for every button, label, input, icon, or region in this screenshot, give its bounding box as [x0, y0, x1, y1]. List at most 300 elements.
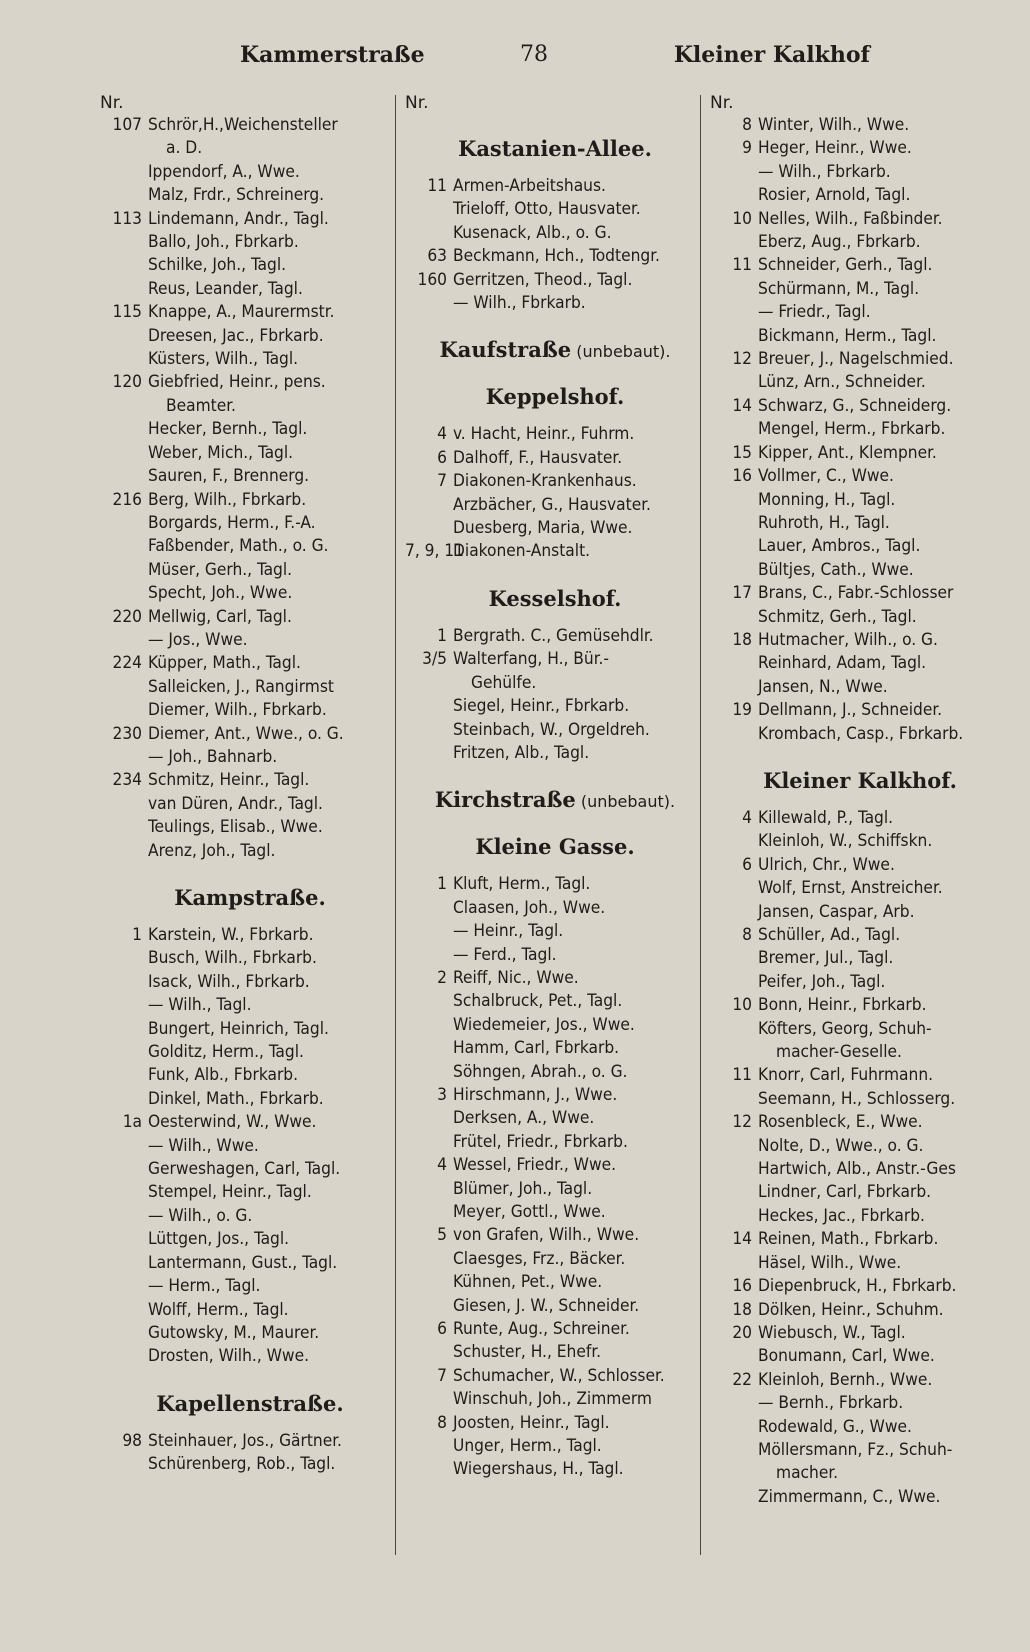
resident-text: Knappe, A., Maurermstr. [148, 302, 335, 323]
resident-text: Arenz, Joh., Tagl. [148, 840, 276, 861]
resident-text: Seemann, H., Schlosserg. [758, 1088, 956, 1109]
street-name: Kleiner Kalkhof. [763, 767, 957, 793]
directory-entry [100, 1181, 400, 1204]
directory-entry [710, 924, 1010, 947]
directory-entry [100, 652, 400, 675]
street-name: Keppelshof. [485, 384, 625, 410]
resident-text: Wiebusch, W., Tagl. [758, 1322, 906, 1343]
directory-entry [100, 254, 400, 277]
house-number: 7 [437, 471, 447, 492]
directory-entry [710, 325, 1010, 348]
house-number: 224 [112, 653, 142, 674]
resident-text: Steinhauer, Jos., Gärtner. [148, 1430, 342, 1451]
resident-text: Kluft, Herm., Tagl. [453, 874, 591, 895]
resident-text: — Bernh., Fbrkarb. [758, 1393, 904, 1414]
resident-text: Kusenack, Alb., o. G. [453, 222, 612, 243]
directory-entry [710, 254, 1010, 277]
directory-entry [710, 830, 1010, 853]
house-number: 120 [112, 372, 142, 393]
directory-entry [710, 231, 1010, 254]
resident-text: Faßbender, Math., o. G. [148, 536, 329, 557]
house-number: 11 [732, 1065, 752, 1086]
resident-text: Peifer, Joh., Tagl. [758, 971, 886, 992]
directory-entry [710, 278, 1010, 301]
directory-entry [100, 994, 400, 1017]
resident-text: Monning, H., Tagl. [758, 489, 896, 510]
resident-text: a. D. [166, 138, 203, 159]
directory-entry [710, 535, 1010, 558]
resident-text: Busch, Wilh., Fbrkarb. [148, 948, 317, 969]
resident-text: Wiedemeier, Jos., Wwe. [453, 1014, 635, 1035]
directory-entry [100, 1111, 400, 1134]
house-number: 16 [732, 1276, 752, 1297]
directory-entry [405, 423, 705, 446]
directory-entry [100, 676, 400, 699]
resident-text: Diakonen-Anstalt. [453, 541, 591, 562]
directory-entry [100, 746, 400, 769]
directory-entry [710, 971, 1010, 994]
resident-text: macher. [776, 1463, 839, 1484]
resident-text: van Düren, Andr., Tagl. [148, 793, 323, 814]
house-number: 230 [112, 723, 142, 744]
house-number: 113 [112, 208, 142, 229]
resident-text: Schumacher, W., Schlosser. [453, 1365, 665, 1386]
directory-entry [405, 1014, 705, 1037]
directory-entry [405, 269, 705, 292]
directory-entry [710, 512, 1010, 535]
house-number: 22 [732, 1369, 752, 1390]
directory-entry [710, 301, 1010, 324]
directory-entry [710, 582, 1010, 605]
directory-entry [100, 1088, 400, 1111]
directory-entry [100, 606, 400, 629]
house-number: 4 [437, 424, 447, 445]
resident-text: Mengel, Herm., Fbrkarb. [758, 419, 946, 440]
house-number: 14 [732, 1229, 752, 1250]
resident-text: Rosier, Arnold, Tagl. [758, 185, 911, 206]
resident-text: Giebfried, Heinr., pens. [148, 372, 326, 393]
resident-text: Stempel, Heinr., Tagl. [148, 1182, 312, 1203]
resident-text: Reinen, Math., Fbrkarb. [758, 1229, 939, 1250]
directory-entry [405, 967, 705, 990]
resident-text: Karstein, W., Fbrkarb. [148, 925, 314, 945]
resident-text: Rodewald, G., Wwe. [758, 1416, 912, 1437]
resident-text: Lindemann, Andr., Tagl. [148, 208, 329, 229]
resident-text: — Wilh., Fbrkarb. [453, 293, 586, 314]
directory-entry [100, 1018, 400, 1041]
resident-text: Zimmermann, C., Wwe. [758, 1486, 941, 1507]
resident-text: Schrör,H.,Weichensteller [148, 115, 338, 135]
directory-entry [405, 897, 705, 920]
house-number: 3 [437, 1084, 447, 1105]
resident-text: Bickmann, Herm., Tagl. [758, 325, 937, 346]
directory-entry [405, 222, 705, 245]
resident-text: Sauren, F., Brennerg. [148, 466, 310, 487]
house-number: 10 [732, 995, 752, 1016]
directory-entry [100, 465, 400, 488]
resident-text: Häsel, Wilh., Wwe. [758, 1252, 902, 1273]
house-number: 7, 9, 11 [405, 541, 464, 562]
directory-entry [710, 1252, 1010, 1275]
directory-entry [100, 1430, 400, 1453]
resident-text: Rosenbleck, E., Wwe. [758, 1112, 923, 1133]
directory-entry [405, 1248, 705, 1271]
resident-text: Borgards, Herm., F.-A. [148, 512, 316, 533]
resident-text: Wiegershaus, H., Tagl. [453, 1459, 624, 1480]
directory-entry [405, 695, 705, 718]
directory-entry [710, 877, 1010, 900]
directory-entry [710, 371, 1010, 394]
resident-text: Kleinloh, W., Schiffskn. [758, 831, 933, 852]
resident-text: Bonn, Heinr., Fbrkarb. [758, 995, 927, 1016]
resident-text: Funk, Alb., Fbrkarb. [148, 1065, 299, 1086]
directory-entry [405, 1295, 705, 1318]
directory-entry [710, 723, 1010, 746]
directory-entry [710, 1158, 1010, 1181]
resident-text: Hutmacher, Wilh., o. G. [758, 629, 938, 650]
directory-entry [100, 559, 400, 582]
directory-entry [100, 1228, 400, 1251]
street-heading [100, 885, 400, 910]
directory-entry [710, 137, 1010, 160]
resident-text: Breuer, J., Nagelschmied. [758, 349, 954, 370]
directory-entry [100, 418, 400, 441]
resident-text: Jansen, N., Wwe. [758, 676, 888, 697]
street-heading [405, 834, 705, 859]
directory-entry [710, 161, 1010, 184]
resident-text: Isack, Wilh., Fbrkarb. [148, 971, 310, 992]
house-number: 10 [732, 208, 752, 229]
resident-text: Dalhoff, F., Hausvater. [453, 447, 623, 468]
directory-entry [710, 1322, 1010, 1345]
house-number: 8 [742, 115, 752, 135]
directory-entry [100, 161, 400, 184]
resident-text: Duesberg, Maria, Wwe. [453, 518, 633, 539]
directory-entry [405, 1201, 705, 1224]
directory-entry [405, 1412, 705, 1435]
directory-entry [405, 245, 705, 268]
directory-entry [405, 198, 705, 221]
directory-entry [405, 944, 705, 967]
directory-entry [710, 1299, 1010, 1322]
resident-text: Walterfang, H., Bür.- [453, 649, 609, 670]
directory-entry [100, 840, 400, 863]
house-number: 234 [112, 770, 142, 791]
resident-text: Runte, Aug., Schreiner. [453, 1319, 630, 1340]
directory-entry [710, 1135, 1010, 1158]
directory-entry [710, 114, 1010, 137]
resident-text: Beamter. [166, 395, 236, 416]
directory-entry [405, 625, 705, 648]
directory-entry [405, 873, 705, 896]
directory-entry [405, 1458, 705, 1481]
directory-entry [710, 184, 1010, 207]
resident-text: Reus, Leander, Tagl. [148, 278, 303, 299]
house-number: 12 [732, 1112, 752, 1133]
resident-text: Schürenberg, Rob., Tagl. [148, 1454, 336, 1475]
resident-text: Winter, Wilh., Wwe. [758, 115, 910, 135]
street-heading [405, 136, 705, 161]
resident-text: Beckmann, Hch., Todtengr. [453, 246, 660, 267]
resident-text: Reiff, Nic., Wwe. [453, 967, 579, 988]
page-header [0, 42, 1030, 78]
house-number: 1a [122, 1112, 142, 1133]
resident-text: Malz, Frdr., Schreinerg. [148, 185, 325, 206]
directory-entry [100, 793, 400, 816]
resident-text: Krombach, Casp., Fbrkarb. [758, 723, 964, 744]
resident-text: Fritzen, Alb., Tagl. [453, 742, 590, 763]
directory-entry [100, 348, 400, 371]
house-number: 220 [112, 606, 142, 627]
resident-text: — Heinr., Tagl. [453, 921, 564, 942]
resident-text: Steinbach, W., Orgeldreh. [453, 719, 650, 740]
directory-entry [100, 947, 400, 970]
directory-entry [710, 699, 1010, 722]
directory-entry [100, 1299, 400, 1322]
resident-text: — Ferd., Tagl. [453, 944, 557, 965]
street-heading [100, 1391, 400, 1416]
resident-text: Frütel, Friedr., Fbrkarb. [453, 1131, 628, 1152]
directory-entry [710, 442, 1010, 465]
resident-text: Joosten, Heinr., Tagl. [453, 1412, 610, 1433]
directory-entry [710, 807, 1010, 830]
street-note: (unbebaut). [571, 342, 671, 362]
resident-text: Reinhard, Adam, Tagl. [758, 653, 927, 674]
house-number: 4 [437, 1155, 447, 1176]
directory-entry [100, 1453, 400, 1476]
directory-entry [710, 652, 1010, 675]
resident-text: Berg, Wilh., Fbrkarb. [148, 489, 307, 510]
resident-text: Killewald, P., Tagl. [758, 807, 894, 828]
directory-entry [405, 1037, 705, 1060]
resident-text: Bonumann, Carl, Wwe. [758, 1346, 935, 1367]
resident-text: Heckes, Jac., Fbrkarb. [758, 1205, 925, 1226]
directory-entry [405, 1154, 705, 1177]
house-number: 11 [732, 255, 752, 276]
resident-text: Söhngen, Abrah., o. G. [453, 1061, 628, 1082]
house-number: 216 [112, 489, 142, 510]
directory-entry [710, 1205, 1010, 1228]
resident-text: Armen-Arbeitshaus. [453, 176, 606, 196]
house-number: 11 [427, 176, 447, 196]
resident-text: Gutowsky, M., Maurer. [148, 1322, 320, 1343]
directory-entry [710, 1345, 1010, 1368]
directory-entry [405, 1365, 705, 1388]
directory-entry [100, 1041, 400, 1064]
resident-text: Heger, Heinr., Wwe. [758, 138, 912, 159]
resident-text: Lantermann, Gust., Tagl. [148, 1252, 338, 1273]
directory-entry [100, 231, 400, 254]
street-name: Kirchstraße [434, 787, 576, 813]
house-number: 7 [437, 1365, 447, 1386]
resident-text: Kühnen, Pet., Wwe. [453, 1272, 603, 1293]
resident-text: Schilke, Joh., Tagl. [148, 255, 287, 276]
directory-entry [405, 1107, 705, 1130]
directory-entry [710, 1064, 1010, 1087]
directory-entry [710, 1392, 1010, 1415]
directory-entry [405, 719, 705, 742]
directory-entry [710, 418, 1010, 441]
resident-text: Müser, Gerh., Tagl. [148, 559, 293, 580]
resident-text: Winschuh, Joh., Zimmerm [453, 1389, 652, 1410]
resident-text: Köfters, Georg, Schuh- [758, 1018, 932, 1039]
directory-entry [405, 742, 705, 765]
resident-text: Diemer, Wilh., Fbrkarb. [148, 700, 327, 721]
resident-text: Jansen, Caspar, Arb. [758, 901, 915, 922]
directory-entry [405, 1271, 705, 1294]
directory-entry [100, 301, 400, 324]
house-number: 12 [732, 349, 752, 370]
directory-entry [710, 1439, 1010, 1462]
resident-text: Brans, C., Fabr.-Schlosser [758, 583, 954, 604]
directory-entry [100, 924, 400, 947]
directory-entry [405, 540, 705, 563]
resident-text: Hecker, Bernh., Tagl. [148, 419, 308, 440]
resident-text: Schmitz, Heinr., Tagl. [148, 770, 310, 791]
resident-text: Wessel, Friedr., Wwe. [453, 1155, 617, 1176]
directory-entry [100, 114, 400, 137]
house-number: 6 [437, 447, 447, 468]
directory-entry [100, 442, 400, 465]
street-heading [405, 586, 705, 611]
directory-entry [405, 292, 705, 315]
resident-text: Meyer, Gottl., Wwe. [453, 1202, 606, 1222]
directory-entry [100, 1158, 400, 1181]
directory-entry [710, 1228, 1010, 1251]
directory-entry [100, 1345, 400, 1368]
resident-text: Schwarz, G., Schneiderg. [758, 395, 952, 416]
directory-entry [710, 1462, 1010, 1485]
page-number: 78 [520, 42, 548, 67]
resident-text: Bergrath. C., Gemüsehdlr. [453, 625, 654, 646]
directory-entry [100, 512, 400, 535]
street-name: Kampstraße. [174, 885, 326, 910]
directory-entry [405, 990, 705, 1013]
directory-entry [405, 1318, 705, 1341]
directory-entry [710, 465, 1010, 488]
directory-entry [100, 816, 400, 839]
directory-entry [100, 769, 400, 792]
resident-text: macher-Geselle. [776, 1042, 902, 1063]
resident-text: Schalbruck, Pet., Tagl. [453, 991, 623, 1012]
directory-entry [710, 559, 1010, 582]
directory-entry [710, 1275, 1010, 1298]
directory-entry [710, 1111, 1010, 1134]
resident-text: Bültjes, Cath., Wwe. [758, 559, 914, 580]
house-number: 19 [732, 700, 752, 721]
directory-entry [100, 1252, 400, 1275]
resident-text: Bungert, Heinrich, Tagl. [148, 1018, 329, 1039]
house-number: 9 [742, 138, 752, 159]
nr-label: Nr. [710, 93, 734, 113]
resident-text: Golditz, Herm., Tagl. [148, 1042, 304, 1063]
directory-entry [100, 325, 400, 348]
resident-text: Teulings, Elisab., Wwe. [148, 817, 323, 838]
directory-entry [405, 517, 705, 540]
directory-entry [405, 1084, 705, 1107]
street-name: Kapellenstraße. [156, 1390, 344, 1416]
house-number: 4 [742, 807, 752, 828]
resident-text: Wolf, Ernst, Anstreicher. [758, 878, 943, 899]
directory-entry [710, 854, 1010, 877]
directory-entry [710, 395, 1010, 418]
directory-entry [100, 208, 400, 231]
resident-text: — Joh., Bahnarb. [148, 746, 278, 767]
directory-entry [405, 175, 705, 198]
house-number: 14 [732, 395, 752, 416]
street-heading [405, 337, 705, 362]
directory-entry [100, 535, 400, 558]
directory-entry [710, 348, 1010, 371]
resident-text: Vollmer, C., Wwe. [758, 466, 894, 487]
house-number: 1 [437, 874, 447, 895]
resident-text: Lünz, Arn., Schneider. [758, 372, 926, 393]
directory-entry [100, 971, 400, 994]
column-2 [405, 92, 705, 1482]
resident-text: Salleicken, J., Rangirmst [148, 676, 334, 697]
house-number: 6 [742, 854, 752, 875]
resident-text: — Wilh., Wwe. [148, 1135, 259, 1156]
resident-text: — Wilh., o. G. [148, 1205, 253, 1226]
resident-text: Knorr, Carl, Fuhrmann. [758, 1065, 934, 1086]
directory-entry [710, 1018, 1010, 1041]
directory-entry [100, 371, 400, 394]
directory-entry [100, 699, 400, 722]
nr-label: Nr. [100, 93, 124, 113]
resident-text: v. Hacht, Heinr., Fuhrm. [453, 424, 635, 445]
resident-text: Specht, Joh., Wwe. [148, 583, 293, 604]
directory-entry [405, 1178, 705, 1201]
resident-text: Dölken, Heinr., Schuhm. [758, 1299, 944, 1320]
house-number: 8 [437, 1412, 447, 1433]
column-1 [100, 92, 400, 1477]
resident-text: Ballo, Joh., Fbrkarb. [148, 232, 299, 253]
street-name: Kesselshof. [488, 585, 622, 611]
directory-entry [100, 1205, 400, 1228]
house-number: 18 [732, 629, 752, 650]
directory-entry [405, 672, 705, 695]
header-right-street: Kleiner Kalkhof [673, 42, 870, 68]
house-number: 115 [112, 302, 142, 323]
resident-text: Wolff, Herm., Tagl. [148, 1299, 289, 1320]
nr-label: Nr. [405, 93, 429, 113]
resident-text: Diakonen-Krankenhaus. [453, 471, 637, 492]
resident-text: Dreesen, Jac., Fbrkarb. [148, 325, 324, 346]
resident-text: Schürmann, M., Tagl. [758, 278, 920, 299]
directory-entry [100, 278, 400, 301]
directory-entry [710, 901, 1010, 924]
house-number: 3/5 [422, 649, 447, 670]
directory-entry [405, 1435, 705, 1458]
directory-entry [710, 629, 1010, 652]
directory-entry [405, 470, 705, 493]
resident-text: Diepenbruck, H., Fbrkarb. [758, 1276, 957, 1297]
house-number: 18 [732, 1299, 752, 1320]
house-number: 6 [437, 1319, 447, 1340]
resident-text: Dinkel, Math., Fbrkarb. [148, 1088, 324, 1109]
directory-entry [405, 447, 705, 470]
resident-text: Lüttgen, Jos., Tagl. [148, 1229, 290, 1250]
directory-entry [100, 1275, 400, 1298]
resident-text: Eberz, Aug., Fbrkarb. [758, 232, 921, 253]
directory-entry [710, 1041, 1010, 1064]
resident-text: Kipper, Ant., Klempner. [758, 442, 937, 463]
resident-text: Siegel, Heinr., Fbrkarb. [453, 696, 630, 717]
house-number: 16 [732, 466, 752, 487]
directory-entry [405, 648, 705, 671]
directory-entry [100, 489, 400, 512]
resident-text: Gerweshagen, Carl, Tagl. [148, 1159, 341, 1180]
